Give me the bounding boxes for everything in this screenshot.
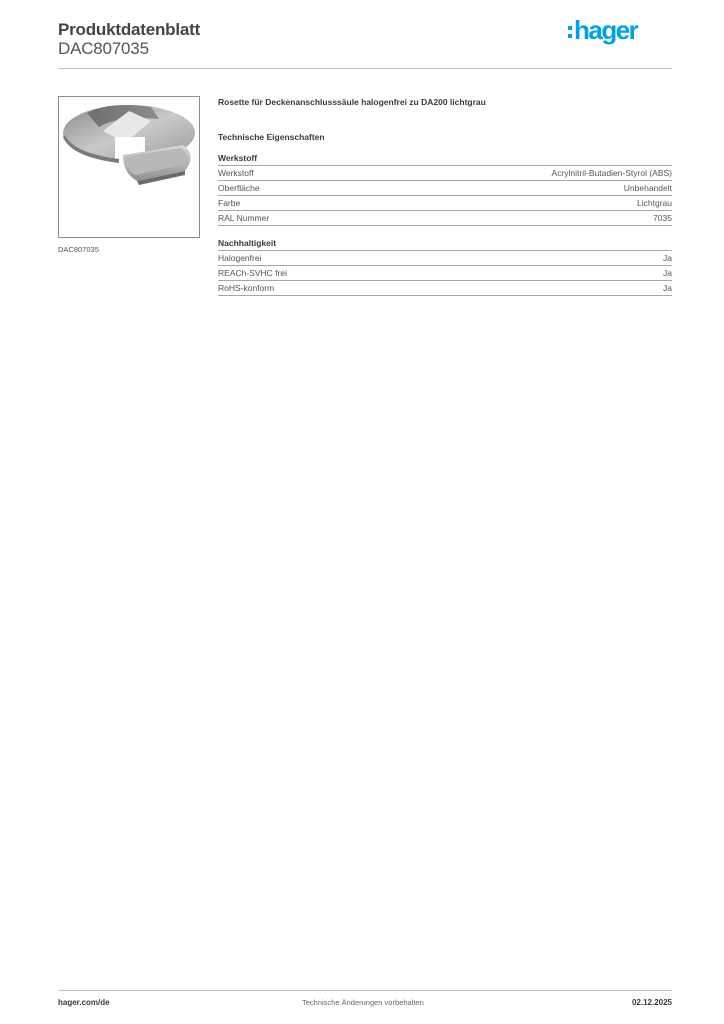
row-value: Ja xyxy=(663,283,672,293)
product-code: DAC807035 xyxy=(58,39,149,58)
hager-logo-text: hager xyxy=(574,15,638,45)
row-label: Halogenfrei xyxy=(218,253,262,263)
footer-divider xyxy=(58,990,672,991)
product-image xyxy=(58,96,200,238)
table-row xyxy=(218,251,672,266)
row-label: Oberfläche xyxy=(218,183,260,193)
technical-data xyxy=(218,96,672,296)
table-row xyxy=(218,266,672,281)
hager-logo xyxy=(565,10,665,50)
footer-disclaimer: Technische Änderungen vorbehalten xyxy=(302,998,424,1007)
footer-website: hager.com/de xyxy=(58,998,110,1007)
row-label: RAL Nummer xyxy=(218,213,270,223)
table-row xyxy=(218,196,672,211)
table-row xyxy=(218,281,672,296)
row-label: Farbe xyxy=(218,198,241,208)
header-divider xyxy=(58,68,672,69)
section-title: Technische Eigenschaften xyxy=(218,132,325,142)
product-rosette-image xyxy=(59,97,199,237)
group-title-nachhaltigkeit: Nachhaltigkeit xyxy=(218,237,672,251)
footer-date: 02.12.2025 xyxy=(631,998,672,1007)
table-row xyxy=(218,166,672,181)
page-title: Produktdatenblatt xyxy=(58,20,201,39)
row-label: RoHS-konform xyxy=(218,283,275,293)
group-title-werkstoff: Werkstoff xyxy=(218,152,672,166)
row-value: Ja xyxy=(663,253,672,263)
image-caption: DAC807035 xyxy=(58,245,99,254)
product-description: Rosette für Deckenanschlusssäule halogenfrei zu DA200 lichtgrau xyxy=(218,97,486,107)
row-label: Werkstoff xyxy=(218,168,254,178)
row-value: Lichtgrau xyxy=(637,198,672,208)
table-row xyxy=(218,211,672,226)
row-value: Ja xyxy=(663,268,672,278)
row-value: 7035 xyxy=(653,213,672,223)
row-label: REACh-SVHC frei xyxy=(218,268,287,278)
row-value: Acrylnitril-Butadien-Styrol (ABS) xyxy=(551,168,672,178)
row-value: Unbehandelt xyxy=(623,183,672,193)
table-row xyxy=(218,181,672,196)
